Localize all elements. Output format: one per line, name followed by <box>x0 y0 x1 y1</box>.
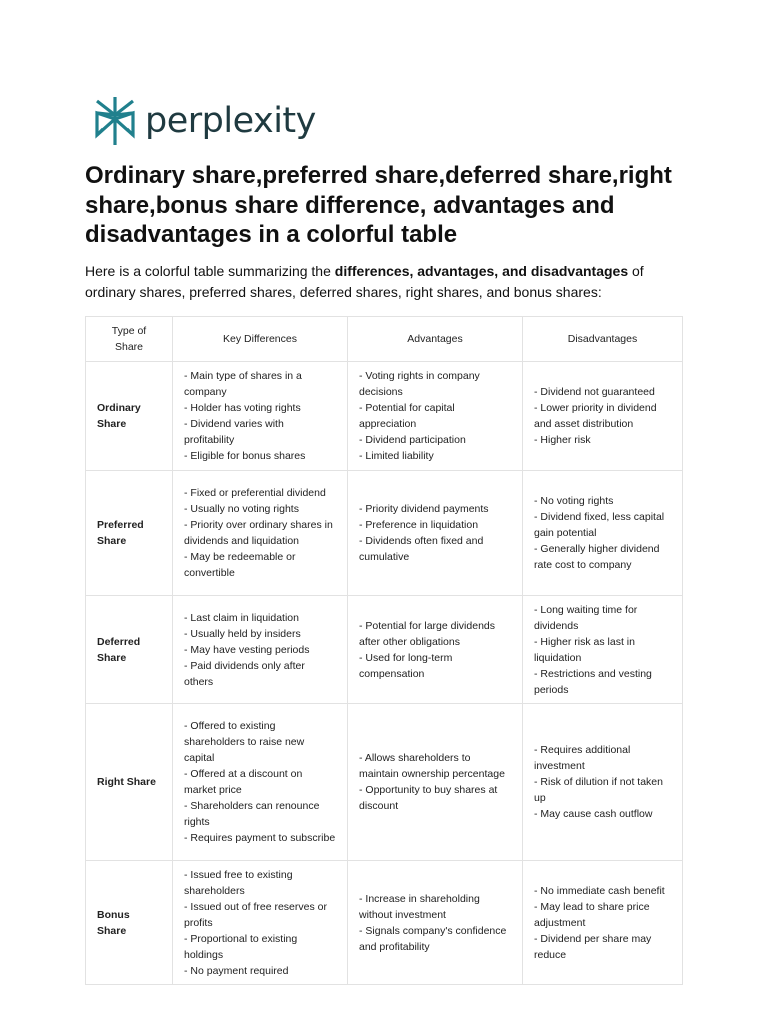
disadvantages-item: - Long waiting time for dividends <box>534 603 638 632</box>
disadvantages-cell <box>523 471 683 596</box>
advantages-item: - Dividends often fixed and cumulative <box>359 535 484 563</box>
differences-item: - Usually no voting rights <box>184 503 299 515</box>
disadvantages-item: - Lower priority in dividend and asset distribution <box>534 402 657 430</box>
perplexity-logo <box>93 95 316 147</box>
differences-item: - Paid dividends only after others <box>184 659 305 688</box>
advantages-item: - Potential for capital appreciation <box>359 402 455 430</box>
differences-item: - Priority over ordinary shares in dividends and liquidation <box>184 519 333 547</box>
differences-item: - Main type of shares in a company <box>184 370 302 398</box>
header-disadvantages: Disadvantages <box>523 317 683 362</box>
disadvantages-item: - Dividend fixed, less capital gain potential <box>534 511 665 539</box>
differences-cell <box>173 471 348 596</box>
intro-paragraph <box>85 261 685 303</box>
advantages-cell <box>348 471 523 596</box>
share-type-cell: Right Share <box>86 704 173 861</box>
disadvantages-item: - Dividend per share may reduce <box>534 932 652 961</box>
advantages-item: - Dividend participation <box>359 434 466 446</box>
disadvantages-item: - Dividend not guaranteed <box>534 386 655 398</box>
share-comparison-table <box>85 316 683 985</box>
share-type-cell: Ordinary Share <box>86 362 173 471</box>
advantages-item: - Opportunity to buy shares at discount <box>359 784 498 812</box>
differences-item: - Last claim in liquidation <box>184 611 299 624</box>
differences-item: - Issued free to existing shareholders <box>184 868 293 897</box>
advantages-item: - Signals company's confidence and profitability <box>359 924 507 953</box>
brand-name: perplexity <box>145 100 316 141</box>
header-type-of-share: Type of Share <box>86 317 173 362</box>
table-row-right <box>86 704 683 861</box>
disadvantages-cell <box>523 861 683 985</box>
differences-item: - Shareholders can renounce rights <box>184 800 320 828</box>
disadvantages-cell <box>523 362 683 471</box>
advantages-item: - Preference in liquidation <box>359 519 479 531</box>
disadvantages-item: - No voting rights <box>534 495 614 507</box>
intro-text-after: of ordinary shares, preferred shares, deferred shares, right shares, and bonus shares: <box>85 263 644 300</box>
differences-item: - No payment required <box>184 964 289 977</box>
disadvantages-item: - Requires additional investment <box>534 744 631 772</box>
intro-text-bold: differences, advantages, and disadvantages <box>334 263 629 279</box>
differences-cell <box>173 861 348 985</box>
disadvantages-cell <box>523 704 683 861</box>
differences-item: - Eligible for bonus shares <box>184 450 306 462</box>
advantages-item: - Priority dividend payments <box>359 503 489 515</box>
table-row-bonus <box>86 861 683 985</box>
differences-item: - Proportional to existing holdings <box>184 932 298 961</box>
advantages-item: - Allows shareholders to maintain ownership percentage <box>359 752 505 780</box>
differences-item: - Dividend varies with profitability <box>184 418 284 446</box>
intro-text-before: Here is a colorful table summarizing the <box>85 263 335 279</box>
disadvantages-item: - Higher risk <box>534 434 591 446</box>
page-title: Ordinary share,preferred share,deferred share,right share,bonus share difference, advantages and disadvantages in a colorful table <box>85 162 672 248</box>
differences-item: - Holder has voting rights <box>184 402 301 414</box>
differences-cell <box>173 704 348 861</box>
differences-cell <box>173 596 348 704</box>
advantages-cell <box>348 596 523 704</box>
differences-item: - Offered at a discount on market price <box>184 768 303 796</box>
disadvantages-item: - May lead to share price adjustment <box>534 900 650 929</box>
table-row-preferred <box>86 471 683 596</box>
header-key-differences: Key Differences <box>173 317 348 362</box>
advantages-item: - Increase in shareholding without investment <box>359 892 480 921</box>
differences-item: - Requires payment to subscribe <box>184 832 336 844</box>
disadvantages-cell <box>523 596 683 704</box>
table-body <box>86 362 683 985</box>
share-type-cell: Preferred Share <box>86 471 173 596</box>
advantages-item: - Limited liability <box>359 450 434 462</box>
share-type-cell: Deferred Share <box>86 596 173 704</box>
disadvantages-item: - Restrictions and vesting periods <box>534 667 652 696</box>
differences-item: - May have vesting periods <box>184 643 310 656</box>
share-type-cell: Bonus Share <box>86 861 173 985</box>
differences-cell <box>173 362 348 471</box>
differences-item: - Fixed or preferential dividend <box>184 487 326 499</box>
advantages-item: - Potential for large dividends after other obligations <box>359 619 495 648</box>
differences-item: - Issued out of free reserves or profits <box>184 900 327 929</box>
disadvantages-item: - Generally higher dividend rate cost to company <box>534 543 660 571</box>
table-row-deferred <box>86 596 683 704</box>
disadvantages-item: - No immediate cash benefit <box>534 884 665 897</box>
differences-item: - May be redeemable or convertible <box>184 551 296 579</box>
differences-item: - Usually held by insiders <box>184 627 301 640</box>
perplexity-logo-icon <box>93 95 137 147</box>
table-header-row <box>86 317 683 362</box>
table-row-ordinary <box>86 362 683 471</box>
advantages-cell <box>348 362 523 471</box>
differences-item: - Offered to existing shareholders to raise new capital <box>184 720 305 764</box>
disadvantages-item: - May cause cash outflow <box>534 808 653 820</box>
header-advantages: Advantages <box>348 317 523 362</box>
disadvantages-item: - Higher risk as last in liquidation <box>534 635 635 664</box>
advantages-cell <box>348 704 523 861</box>
advantages-item: - Voting rights in company decisions <box>359 370 480 398</box>
advantages-item: - Used for long-term compensation <box>359 651 453 680</box>
advantages-cell <box>348 861 523 985</box>
disadvantages-item: - Risk of dilution if not taken up <box>534 776 663 804</box>
